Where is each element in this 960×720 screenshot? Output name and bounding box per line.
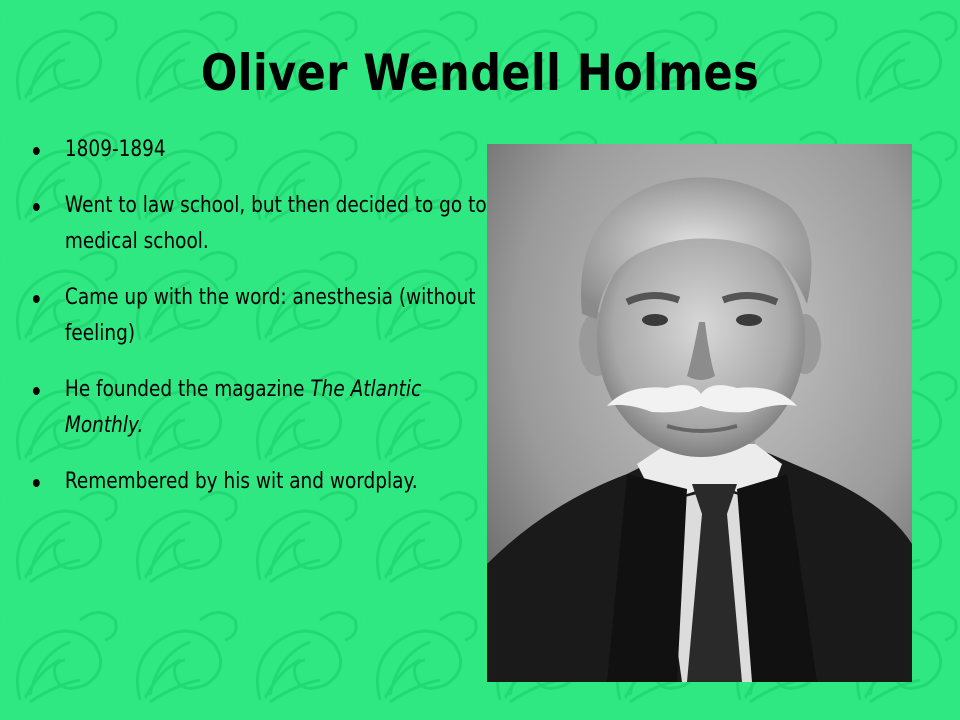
bullet-dot-icon (33, 387, 40, 395)
bullet-item-anesthesia (33, 280, 502, 352)
bullet-item-law-school (33, 188, 502, 260)
bullet-text: 1809-1894 (64, 137, 166, 162)
slide-title: Oliver Wendell Holmes (200, 44, 760, 102)
bullet-text: Remembered by his wit and wordplay. (64, 469, 418, 494)
bullet-dot-icon (33, 203, 40, 211)
bullet-text: Went to law school, but then decided to go to medical school. (64, 193, 487, 254)
bullet-item-dates (33, 132, 502, 168)
magazine-title: The Atlantic Monthly. (64, 377, 422, 438)
bullet-item-magazine (33, 372, 502, 444)
bullet-text: He founded the magazine (64, 377, 311, 402)
bullet-dot-icon (33, 295, 40, 303)
bullet-list (33, 132, 488, 520)
bullet-dot-icon (33, 147, 40, 155)
bullet-dot-icon (33, 479, 40, 487)
portrait-photo (487, 144, 912, 682)
bullet-text: Came up with the word: anesthesia (without feeling) (64, 285, 476, 346)
bullet-item-wit (33, 464, 502, 500)
